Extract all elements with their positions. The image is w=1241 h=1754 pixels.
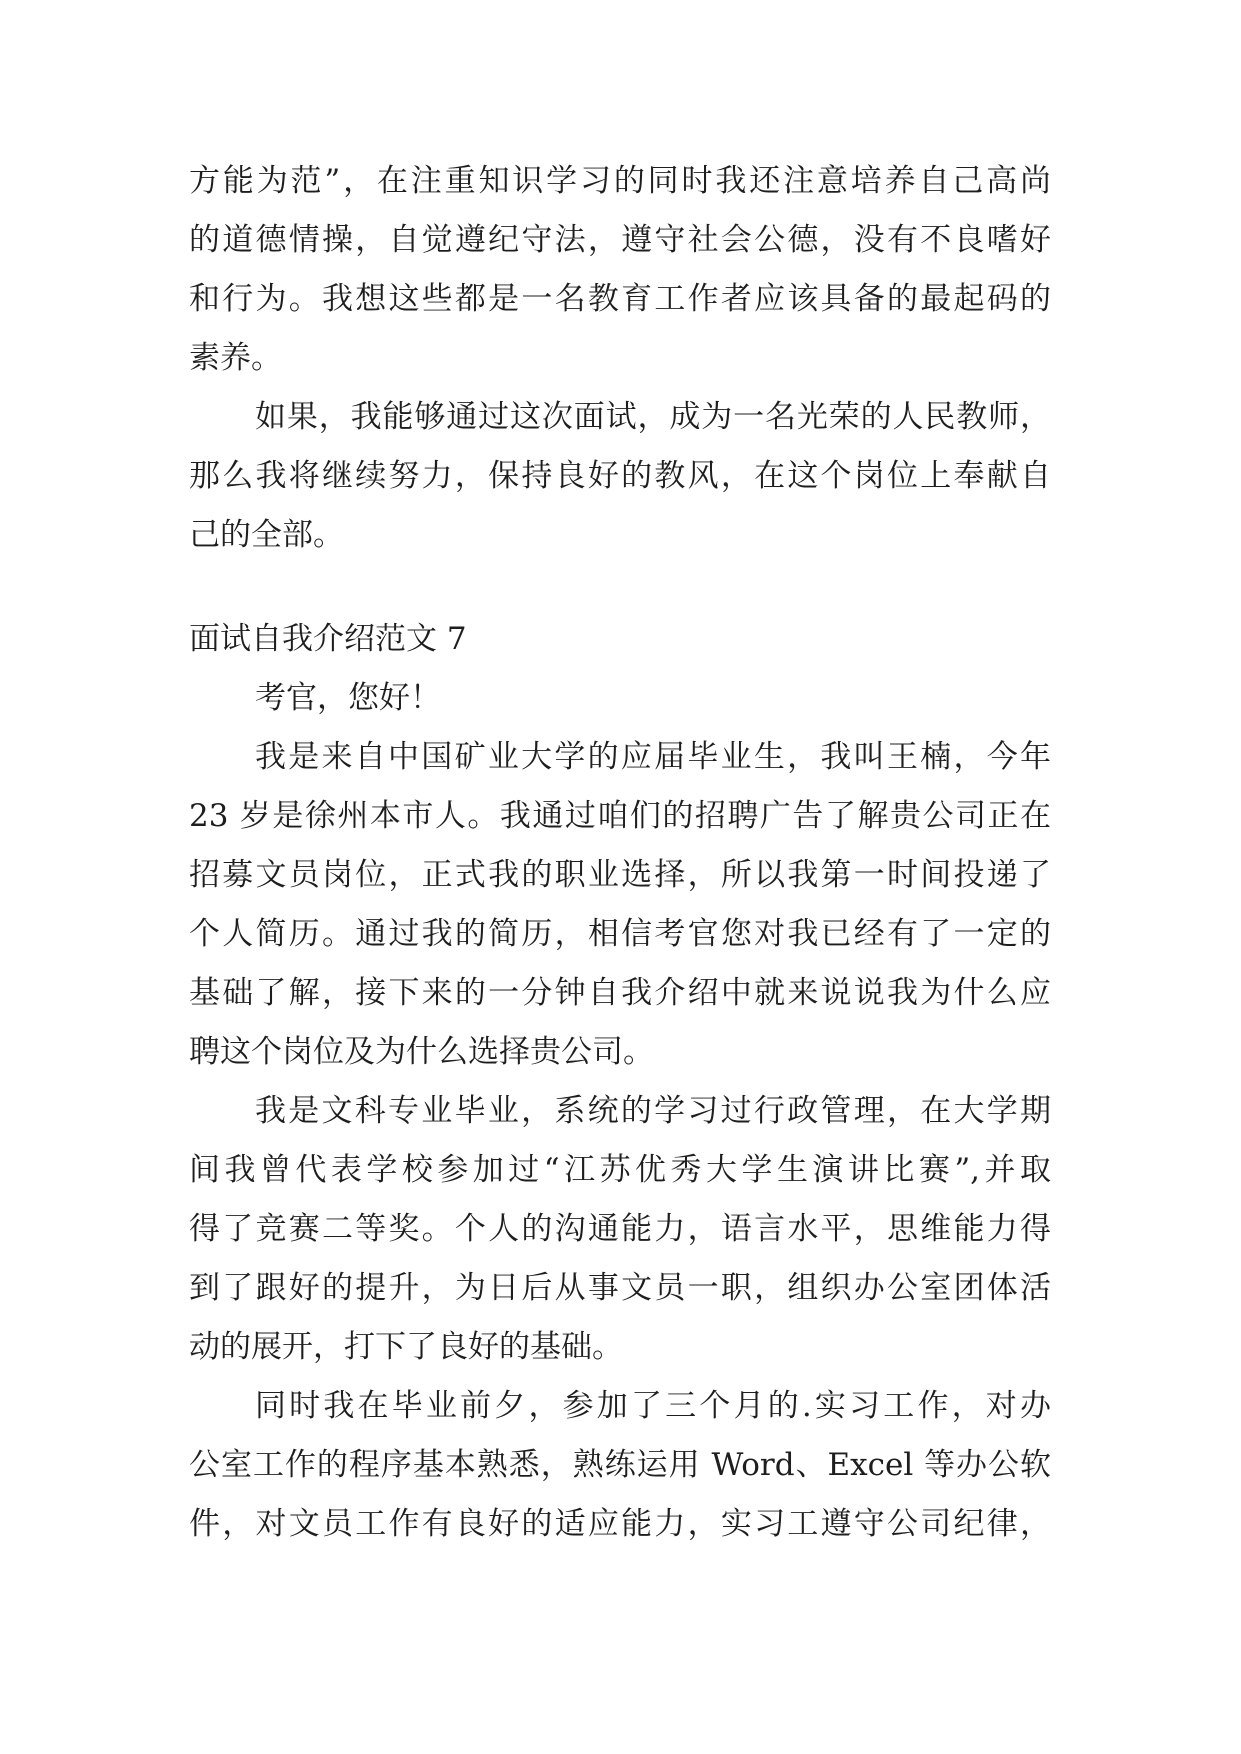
paragraph-2 (189, 1082, 1051, 1377)
continuation-paragraph (189, 152, 1051, 388)
section-gap (189, 565, 1051, 610)
text-line: 我是来自中国矿业大学的应届毕业生，我叫王楠，今年 (255, 739, 1051, 775)
text-line: 个人简历。通过我的简历，相信考官您对我已经有了一定的 (189, 916, 1051, 952)
text-line: 方能为范”，在注重知识学习的同时我还注意培养自己高尚 (189, 163, 1051, 199)
text-line: 到了跟好的提升，为日后从事文员一职，组织办公室团体活 (189, 1270, 1051, 1306)
text-line: 公室工作的程序基本熟悉，熟练运用 Word、Excel 等办公软 (189, 1447, 1051, 1483)
text-line: 间我曾代表学校参加过“江苏优秀大学生演讲比赛”,并取 (189, 1152, 1051, 1188)
text-line: 的道德情操，自觉遵纪守法，遵守社会公德，没有不良嗜好 (189, 222, 1051, 258)
text-line: 己的全部。 (189, 517, 344, 553)
closing-paragraph (189, 388, 1051, 565)
document-body (189, 152, 1051, 1554)
paragraph-1 (189, 728, 1051, 1082)
text-line: 和行为。我想这些都是一名教育工作者应该具备的最起码的 (189, 281, 1051, 317)
text-line: 同时我在毕业前夕，参加了三个月的.实习工作，对办 (255, 1388, 1051, 1424)
section-heading: 面试自我介绍范文 7 (189, 621, 467, 657)
text-line: 我是文科专业毕业，系统的学习过行政管理，在大学期 (255, 1093, 1051, 1129)
text-line: 聘这个岗位及为什么选择贵公司。 (189, 1034, 654, 1070)
greeting: 考官，您好！ (255, 680, 441, 716)
text-line: 件，对文员工作有良好的适应能力，实习工遵守公司纪律， (189, 1506, 1051, 1542)
text-line: 基础了解，接下来的一分钟自我介绍中就来说说我为什么应 (189, 975, 1051, 1011)
text-line: 得了竞赛二等奖。个人的沟通能力，语言水平，思维能力得 (189, 1211, 1051, 1247)
text-line: 23 岁是徐州本市人。我通过咱们的招聘广告了解贵公司正在 (189, 798, 1051, 834)
text-line: 动的展开，打下了良好的基础。 (189, 1329, 623, 1365)
paragraph-3 (189, 1377, 1051, 1554)
text-line: 招募文员岗位，正式我的职业选择，所以我第一时间投递了 (189, 857, 1051, 893)
text-line: 那么我将继续努力，保持良好的教风，在这个岗位上奉献自 (189, 458, 1051, 494)
text-line: 素养。 (189, 340, 282, 376)
text-line: 如果，我能够通过这次面试，成为一名光荣的人民教师， (255, 399, 1051, 435)
